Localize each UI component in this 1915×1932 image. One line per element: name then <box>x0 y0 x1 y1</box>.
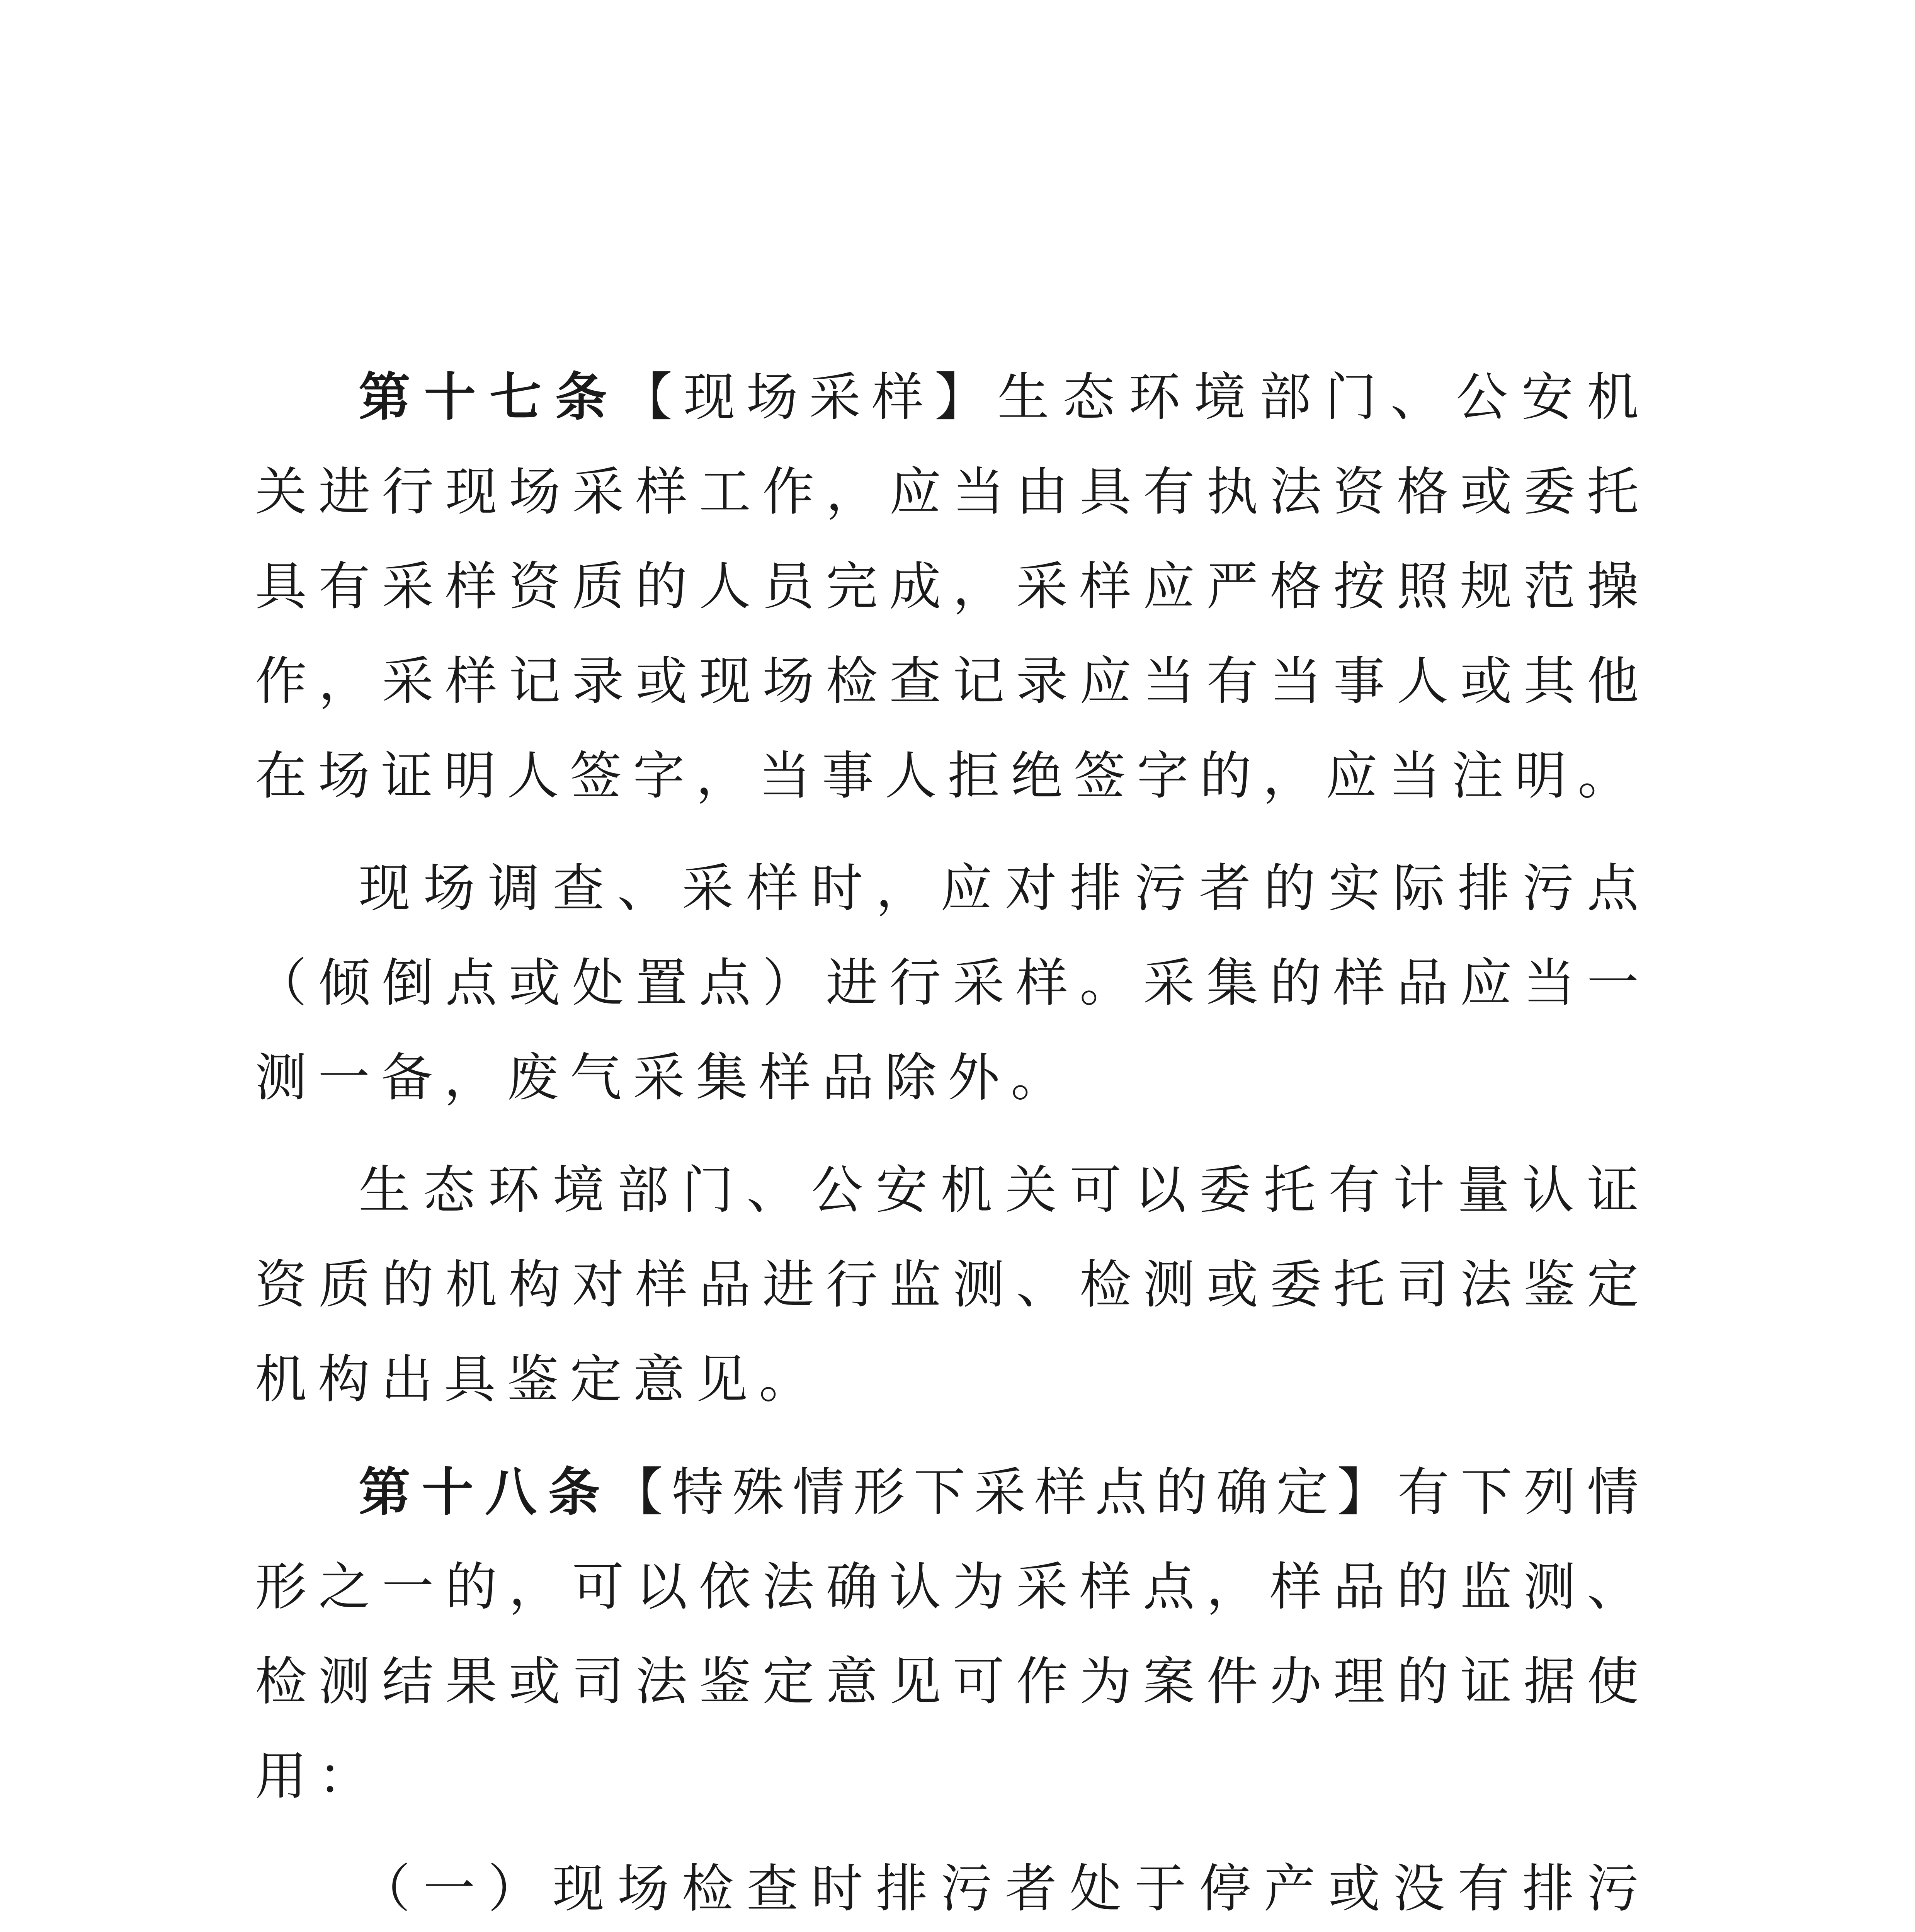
article-18-body: 有下列情形之一的，可以依法确认为采样点，样品的监测、检测结果或司法鉴定意见可作为案件办理的证据使用： <box>255 1462 1650 1806</box>
article-18-title: 第十八条 <box>359 1461 611 1522</box>
article-17-paragraph-3: 生态环境部门、公安机关可以委托有计量认证资质的机构对样品进行监测、检测或委托司法鉴定机构出具鉴定意见。 <box>255 1160 1650 1410</box>
article-17-body: 生态环境部门、公安机关进行现场采样工作，应当由具有执法资格或委托具有采样资质的人员完成，采样应严格按照规范操作，采样记录或现场检查记录应当有当事人或其他在场证明人签字，当事人拒绝签字的，应当注明。 <box>255 367 1650 806</box>
article-17-heading: 【现场采样】 <box>621 367 998 427</box>
article-18-item-1: （一）现场检查时排污者处于停产或没有排污 <box>359 1859 1650 1919</box>
article-17-paragraph <box>255 350 1650 823</box>
article-18-heading: 【特殊情形下采样点的确定】 <box>611 1462 1398 1522</box>
article-17-paragraph-2: 现场调查、采样时，应对排污者的实际排污点（倾倒点或处置点）进行采样。采集的样品应当一测一备，废气采集样品除外。 <box>255 858 1650 1108</box>
document-body <box>255 350 1650 1932</box>
article-18-paragraph <box>255 1445 1650 1824</box>
article-17-title: 第十七条 <box>359 366 621 427</box>
